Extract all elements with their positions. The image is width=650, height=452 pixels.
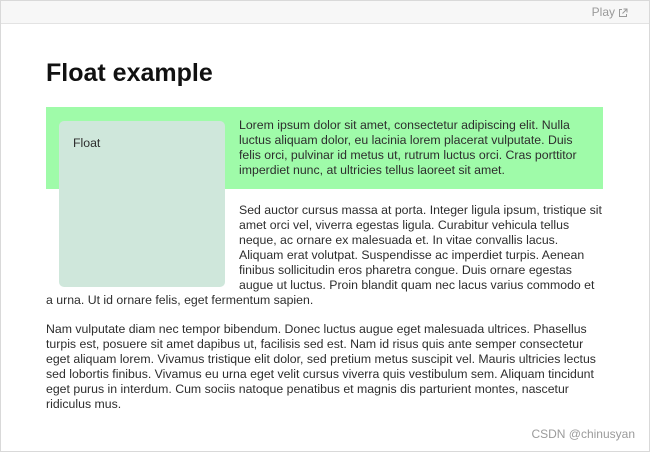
watermark: CSDN @chinusyan (531, 427, 635, 441)
paragraph-three: Nam vulputate diam nec tempor bibendum. Donec luctus augue eget malesuada ultrices. Phasellus turpis est, posuere sit amet dapibus ut, facilisis sed est. Nam id risus quis ante semper consectetur eget aliquam lorem. Vivamus tristique elit dolor, sed pretium metus suscipit vel. Mauris ultricies lectus sed lobortis finibus. Vivamus eu urna eget velit cursus viverra quis vestibulum sem. Aliquam tincidunt eget purus in interdum. Cum sociis natoque penatibus et magnis dis parturient montes, nascetur ridiculus mus. (46, 322, 596, 411)
content-area (46, 107, 603, 426)
paragraph-two: Sed auctor cursus massa at porta. Integer ligula ipsum, tristique sit amet orci vel, viverra egestas ligula. Curabitur vehicula tellus neque, ac ornare ex malesuada et. In vitae convallis lacus. Aliquam erat volutpat. Suspendisse ac imperdiet turpis. Aenean finibus sollicitudin eros pharetra congue. Duis ornare egestas augue ut luctus. Proin blandit quam nec lacus varius commodo et a urna. Ut id ornare felis, eget fermentum sapien. (46, 203, 602, 307)
page-title: Float example (46, 59, 213, 87)
play-label: Play (591, 5, 615, 19)
play-button[interactable] (592, 6, 628, 19)
highlighted-paragraph: Lorem ipsum dolor sit amet, consectetur adipiscing elit. Nulla luctus aliquam dolor, eu lacinia lorem placerat vulputate. Duis felis orci, pulvinar id metus ut, rutrum luctus orci. Cras porttitor imperdiet nunc, at ultricies tellus laoreet sit amet. (46, 107, 603, 189)
float-label: Float (73, 136, 101, 150)
external-link-icon (618, 8, 628, 18)
float-box (59, 121, 225, 287)
top-toolbar (1, 1, 649, 24)
